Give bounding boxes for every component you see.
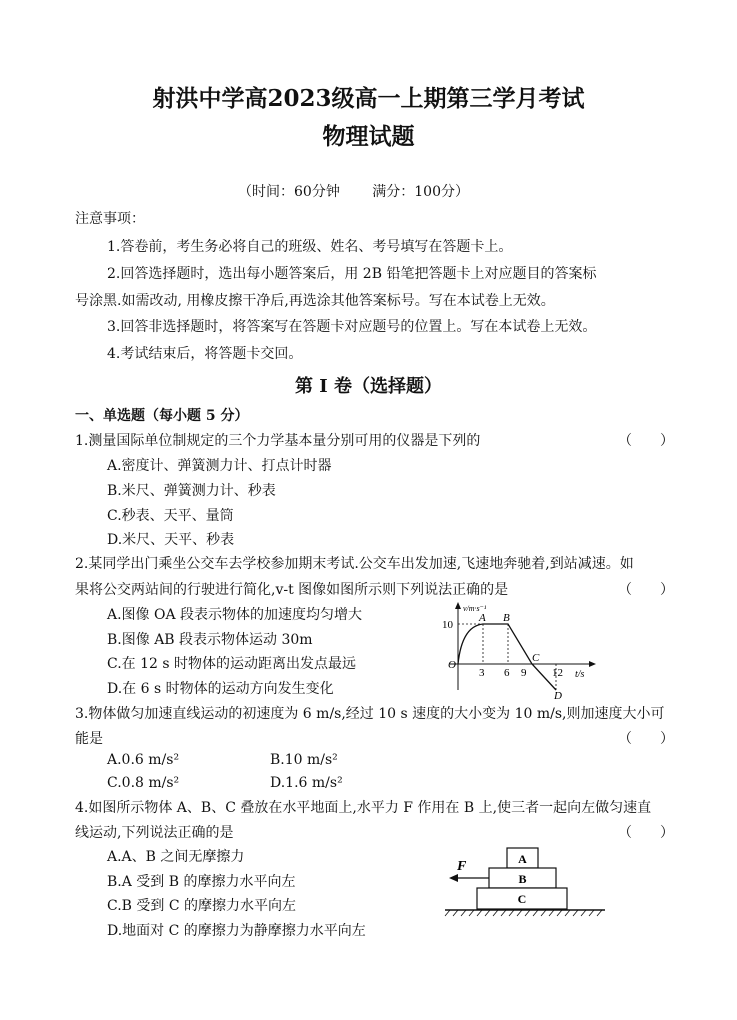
q2-stem-line-1: 2.某同学出门乘坐公交车去学校参加期末考试.公交车出发加速,飞速地奔驰着,到站减速。如 [75, 556, 634, 572]
graph-x-axis-label: t/s [575, 669, 585, 680]
q1-answer-blank: （ ） [618, 433, 674, 449]
ground-hatching [445, 910, 602, 916]
q4-option-a: A.A、B 之间无摩擦力 [107, 849, 245, 865]
q3-option-d: D.1.6 m/s² [270, 775, 343, 791]
q4-option-d: D.地面对 C 的摩擦力为静摩擦力水平向左 [107, 923, 366, 939]
section-title: 一、单选题（每小题 5 分） [75, 408, 249, 424]
q4-blocks-figure [440, 840, 610, 920]
notes-item-2-line-2: 号涂黑.如需改动, 用橡皮擦干净后,再选涂其他答案标号。写在本试卷上无效。 [75, 293, 555, 309]
block-a-label: A [518, 852, 527, 866]
notes-item-2-line-1: 2.回答选择题时，选出每小题答案后，用 2B 铅笔把答题卡上对应题目的答案标 [107, 266, 597, 282]
q3-option-c: C.0.8 m/s² [107, 775, 180, 791]
q2-option-a: A.图像 OA 段表示物体的加速度均匀增大 [107, 607, 363, 623]
q2-stem-line-2: 果将公交两站间的行驶进行简化,v-t 图像如图所示则下列说法正确的是 [75, 582, 509, 598]
graph-x-arrow [589, 661, 596, 667]
graph-x-tick-6: 6 [504, 667, 510, 679]
block-b-label: B [518, 872, 527, 886]
graph-y-arrow [455, 602, 461, 609]
q1-option-b: B.米尺、弹簧测力计、秒表 [107, 483, 276, 499]
q1-option-c: C.秒表、天平、量筒 [107, 508, 234, 524]
graph-y-axis-label: v/m·s⁻¹ [463, 604, 487, 613]
q3-stem-line-2: 能是 [75, 731, 103, 747]
force-arrowhead [449, 874, 458, 882]
block-c-label: C [517, 892, 527, 906]
exam-subtitle: 物理试题 [322, 123, 415, 150]
q3-answer-blank: （ ） [618, 731, 674, 747]
q1-option-a: A.密度计、弹簧测力计、打点计时器 [107, 458, 332, 474]
q4-option-c: C.B 受到 C 的摩擦力水平向左 [107, 898, 297, 914]
part-title: 第 I 卷（选择题） [295, 376, 442, 397]
notes-heading: 注意事项： [75, 211, 145, 227]
notes-item-3: 3.回答非选择题时，将答案写在答题卡对应题号的位置上。写在本试卷上无效。 [107, 319, 597, 335]
notes-item-4: 4.考试结束后，将答题卡交回。 [107, 346, 303, 362]
q2-vt-graph [420, 598, 600, 703]
notes-item-1: 1.答卷前，考生务必将自己的班级、姓名、考号填写在答题卡上。 [107, 239, 513, 255]
q3-option-b: B.10 m/s² [270, 752, 338, 768]
q4-answer-blank: （ ） [618, 825, 674, 841]
q2-answer-blank: （ ） [618, 582, 674, 598]
exam-title: 射洪中学高2023级高一上期第三学月考试 [152, 85, 585, 112]
graph-point-a: A [479, 612, 486, 624]
q1-stem: 1.测量国际单位制规定的三个力学基本量分别可用的仪器是下列的 [75, 433, 481, 449]
graph-point-c: C [532, 652, 540, 664]
graph-point-b: B [503, 612, 510, 624]
q1-option-d: D.米尺、天平、秒表 [107, 532, 235, 548]
graph-x-tick-3: 3 [479, 667, 485, 679]
q3-option-a: A.0.6 m/s² [107, 752, 180, 768]
graph-point-d: D [554, 690, 562, 702]
q4-stem-line-1: 4.如图所示物体 A、B、C 叠放在水平地面上,水平力 F 作用在 B 上,使三者一起向左做匀速直 [75, 800, 652, 816]
graph-origin-label: O [448, 659, 456, 671]
q2-option-d: D.在 6 s 时物体的运动方向发生变化 [107, 681, 334, 697]
q2-option-c: C.在 12 s 时物体的运动距离出发点最远 [107, 656, 357, 672]
q2-option-b: B.图像 AB 段表示物体运动 30m [107, 632, 313, 648]
graph-y-tick-10: 10 [442, 619, 453, 631]
time-info: （时间：60分钟 满分：100分） [238, 184, 469, 200]
graph-x-tick-9: 9 [521, 667, 527, 679]
graph-vt-line [458, 624, 556, 690]
q4-option-b: B.A 受到 B 的摩擦力水平向左 [107, 874, 296, 890]
q3-stem-line-1: 3.物体做匀加速直线运动的初速度为 6 m/s,经过 10 s 速度的大小变为 10 m/s,则加速度大小可 [75, 706, 665, 722]
force-label: F [457, 859, 467, 874]
graph-x-tick-12: 12 [552, 667, 563, 679]
q4-stem-line-2: 线运动,下列说法正确的是 [75, 825, 234, 841]
